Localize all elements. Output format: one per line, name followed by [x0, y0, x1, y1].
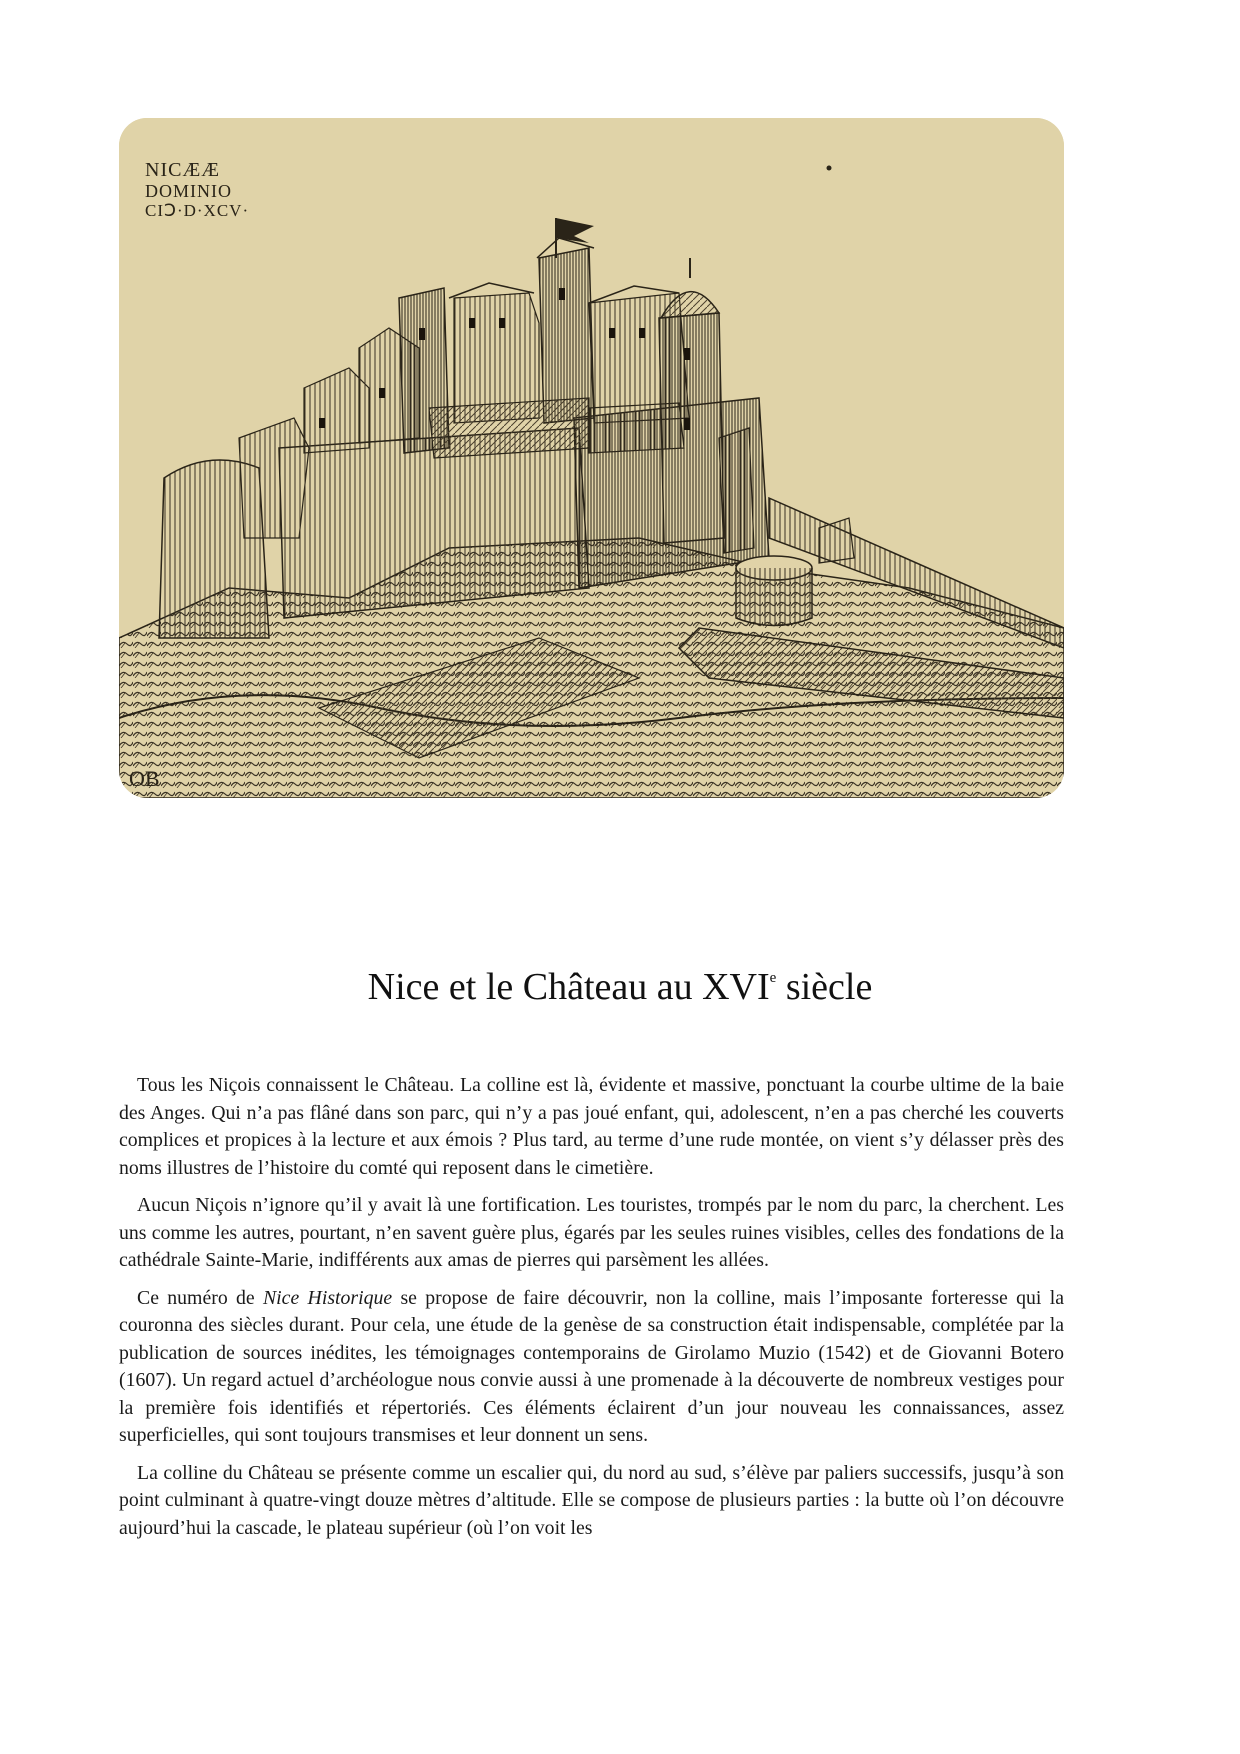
page-title	[0, 965, 1240, 1009]
inscription-line-2: DOMINIO	[145, 181, 232, 201]
castle-drawing	[119, 118, 1064, 798]
article-body	[119, 1072, 1064, 1552]
inscription-line-3: CIↃ·D·XCV·	[145, 201, 250, 220]
publication-title: Nice Historique	[262, 1286, 393, 1309]
paragraph-3	[119, 1285, 1064, 1450]
paragraph-3-rest: se propose de faire découvrir, non la colline, mais l’imposante forteresse qui la couronna des siècles durant. Pour cela, une étude de la genèse de sa construction était indispensable, complétée par la publication de sources inédites, les témoignages contemporains de Girolamo Muzio (1542) et de Giovanni Botero (1607). Un regard actuel d’archéologue nous convie aussi à une promenade à la découverte de nombreux vestiges pour la première fois identifiés et répertoriés. Ces éléments éclairent d’un jour nouveau les connaissances, assez superficielles, qui sont toujours transmises et leur donnent un sens.	[119, 1286, 1064, 1446]
title-main: Nice et le Château au XVI	[367, 966, 770, 1008]
title-superscript: e	[769, 970, 777, 986]
central-keep	[539, 248, 594, 423]
paragraph-3-start: Ce numéro de	[137, 1286, 263, 1309]
paragraph-1: Tous les Niçois connaissent le Château. La colline est là, évidente et massive, ponctuant la courbe ultime de la baie des Anges. Qui n’a pas flâné dans son parc, qui n’y a pas joué enfant, qui, adolescent, n’en a pas cherché les couverts complices et propices à la lecture et aux émois ? Plus tard, au terme d’une rude montée, on vient s’y délasser près des noms illustres de l’histoire du comté qui reposent dans le cimetière.	[119, 1074, 1064, 1179]
paragraph-4: La colline du Château se présente comme un escalier qui, du nord au sud, s’élève par paliers successifs, jusqu’à son point culminant à quatre-vingt douze mètres d’altitude. Elle se compose de plusieurs parties : la butte où l’on découvre aujourd’hui la cascade, le plateau supérieur (où l’on voit les	[119, 1461, 1064, 1539]
title-end: siècle	[776, 966, 873, 1008]
round-cistern	[736, 568, 812, 626]
artist-monogram: OB	[129, 766, 160, 791]
castle-engraving	[119, 118, 1064, 798]
inscription-line-1: NICÆÆ	[145, 159, 221, 181]
domed-tower	[659, 313, 724, 543]
paragraph-2: Aucun Niçois n’ignore qu’il y avait là une fortification. Les touristes, trompés par le nom du parc, la cherchent. Les uns comme les autres, pourtant, n’en savent guère plus, égarés par les seules ruines visibles, celles des fondations de la cathédrale Sainte-Marie, indifférents aux amas de pierres qui parsèment les allées.	[119, 1194, 1064, 1271]
